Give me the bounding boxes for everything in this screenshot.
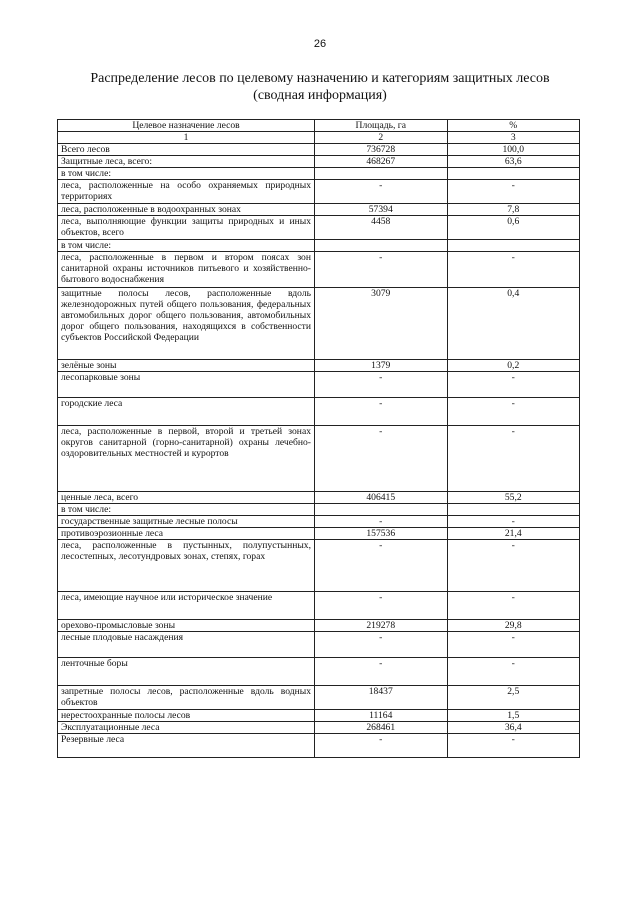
row-area: - [315, 252, 448, 288]
row-label: городские леса [58, 398, 315, 426]
table-row [58, 252, 580, 288]
row-label: Эксплуатационные леса [58, 722, 315, 734]
row-label: в том числе: [58, 504, 315, 516]
row-area: 57394 [315, 204, 448, 216]
row-percent: - [447, 658, 580, 686]
row-label: в том числе: [58, 168, 315, 180]
row-label: леса, расположенные в водоохранных зонах [58, 204, 315, 216]
row-label: в том числе: [58, 240, 315, 252]
column-number-3: 3 [447, 132, 580, 144]
row-percent: - [447, 540, 580, 592]
row-area: - [315, 372, 448, 398]
row-label: Защитные леса, всего: [58, 156, 315, 168]
table-row [58, 360, 580, 372]
row-label: зелёные зоны [58, 360, 315, 372]
page-number: 26 [313, 38, 327, 50]
row-area [315, 504, 448, 516]
table-row [58, 686, 580, 710]
row-area: - [315, 592, 448, 620]
row-percent: 0,2 [447, 360, 580, 372]
table-row [58, 620, 580, 632]
table-row [58, 216, 580, 240]
row-label: Резервные леса [58, 734, 315, 758]
row-percent [447, 168, 580, 180]
forest-distribution-table [57, 119, 580, 758]
column-number-2: 2 [315, 132, 448, 144]
table-row [58, 426, 580, 492]
row-percent: 29,8 [447, 620, 580, 632]
header-row [58, 120, 580, 132]
row-area: - [315, 540, 448, 592]
table-row [58, 658, 580, 686]
row-percent: - [447, 592, 580, 620]
header-area: Площадь, га [315, 120, 448, 132]
row-label: нерестоохранные полосы лесов [58, 710, 315, 722]
title-line-1: Распределение лесов по целевому назначению и категориям защитных лесов [90, 71, 550, 86]
row-area: 268461 [315, 722, 448, 734]
row-area [315, 168, 448, 180]
table-title [40, 70, 600, 104]
title-line-2: (сводная информация) [253, 88, 387, 103]
row-label: орехово-промысловые зоны [58, 620, 315, 632]
row-percent: 1,5 [447, 710, 580, 722]
row-percent: 0,4 [447, 288, 580, 360]
row-percent: 2,5 [447, 686, 580, 710]
row-area: - [315, 734, 448, 758]
header-percent: % [447, 120, 580, 132]
table-row [58, 710, 580, 722]
row-area: - [315, 658, 448, 686]
table-row [58, 288, 580, 360]
row-label: Всего лесов [58, 144, 315, 156]
row-label: леса, расположенные в пустынных, полупустынных, лесостепных, лесотундровых зонах, степях, горах [58, 540, 315, 592]
table-row [58, 734, 580, 758]
row-label: ленточные боры [58, 658, 315, 686]
row-area: - [315, 516, 448, 528]
table-row [58, 372, 580, 398]
row-area: 1379 [315, 360, 448, 372]
table-row [58, 204, 580, 216]
row-label: лесопарковые зоны [58, 372, 315, 398]
row-label: леса, имеющие научное или историческое значение [58, 592, 315, 620]
row-percent: - [447, 734, 580, 758]
row-area: 11164 [315, 710, 448, 722]
table-row [58, 492, 580, 504]
row-label: леса, расположенные в первой, второй и третьей зонах округов санитарной (горно-санитарной) охраны лечебно-оздоровительных местностей и курортов [58, 426, 315, 492]
row-percent: - [447, 180, 580, 204]
row-percent: 63,6 [447, 156, 580, 168]
row-percent: - [447, 632, 580, 658]
row-area: 468267 [315, 156, 448, 168]
row-area: 736728 [315, 144, 448, 156]
row-area: - [315, 632, 448, 658]
row-area [315, 240, 448, 252]
row-label: леса, расположенные на особо охраняемых природных территориях [58, 180, 315, 204]
row-label: лесные плодовые насаждения [58, 632, 315, 658]
row-area: 219278 [315, 620, 448, 632]
row-percent: - [447, 516, 580, 528]
row-area: 157536 [315, 528, 448, 540]
row-percent: - [447, 398, 580, 426]
table-row [58, 168, 580, 180]
row-percent [447, 504, 580, 516]
row-area: - [315, 180, 448, 204]
row-label: ценные леса, всего [58, 492, 315, 504]
row-percent: 36,4 [447, 722, 580, 734]
header-purpose: Целевое назначение лесов [58, 120, 315, 132]
row-percent: 100,0 [447, 144, 580, 156]
table-row [58, 156, 580, 168]
table-row [58, 516, 580, 528]
table-body [58, 120, 580, 758]
row-percent [447, 240, 580, 252]
row-percent: 7,8 [447, 204, 580, 216]
row-label: леса, расположенные в первом и втором поясах зон санитарной охраны источников питьевого и хозяйственно-бытового водоснабжения [58, 252, 315, 288]
table-row [58, 180, 580, 204]
row-percent: 21,4 [447, 528, 580, 540]
table-row [58, 592, 580, 620]
table-row [58, 144, 580, 156]
row-area: - [315, 426, 448, 492]
row-label: запретные полосы лесов, расположенные вдоль водных объектов [58, 686, 315, 710]
row-label: государственные защитные лесные полосы [58, 516, 315, 528]
column-numbers-row [58, 132, 580, 144]
table-row [58, 504, 580, 516]
row-area: 4458 [315, 216, 448, 240]
row-label: противоэрозионные леса [58, 528, 315, 540]
row-label: леса, выполняющие функции защиты природных и иных объектов, всего [58, 216, 315, 240]
table-row [58, 528, 580, 540]
table-row [58, 632, 580, 658]
row-percent: - [447, 252, 580, 288]
row-label: защитные полосы лесов, расположенные вдоль железнодорожных путей общего пользования, федеральных автомобильных дорог общего пользования, автомобильных дорог общего пользования, находящихся в собственности субъектов Российской Федерации [58, 288, 315, 360]
table-row [58, 240, 580, 252]
column-number-1: 1 [58, 132, 315, 144]
row-percent: 0,6 [447, 216, 580, 240]
table-row [58, 722, 580, 734]
row-area: 3079 [315, 288, 448, 360]
row-percent: - [447, 426, 580, 492]
row-area: 18437 [315, 686, 448, 710]
table-row [58, 540, 580, 592]
row-percent: - [447, 372, 580, 398]
row-area: 406415 [315, 492, 448, 504]
table-row [58, 398, 580, 426]
row-area: - [315, 398, 448, 426]
row-percent: 55,2 [447, 492, 580, 504]
